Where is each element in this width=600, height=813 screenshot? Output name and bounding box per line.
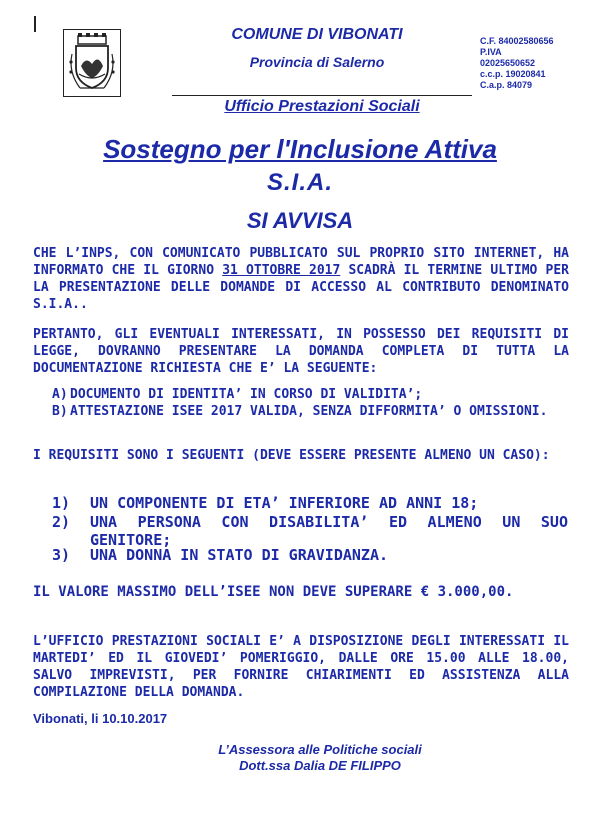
paragraph-documents-intro: PERTANTO, GLI EVENTUALI INTERESSATI, IN POSSESSO DEI REQUISITI DI LEGGE, DOVRANNO PRESENTARE LA DOMANDA COMPLETA DI TUTTA LA DOCUMENTAZIONE RICHIESTA CHE E’ LA SEGUENTE: — [33, 327, 569, 376]
document-text: DOCUMENTO DI IDENTITA’ IN CORSO DI VALIDITA’; — [70, 387, 423, 402]
list-marker: 1) — [52, 494, 71, 512]
fiscal-line: 02025650652 — [480, 58, 536, 68]
list-marker: A) — [52, 387, 68, 402]
notice-title: Sostegno per l'Inclusione Attiva — [103, 134, 497, 164]
requirement-text: UN COMPONENTE DI ETA’ INFERIORE AD ANNI 18; — [90, 494, 479, 512]
fiscal-line: c.c.p. 19020841 — [480, 69, 546, 79]
deadline-date: 31 OTTOBRE 2017 — [222, 263, 341, 278]
list-marker: 3) — [52, 546, 71, 564]
requirement-item — [52, 546, 568, 564]
office-name: Ufficio Prestazioni Sociali — [224, 98, 420, 115]
paragraph-inps-start: CHE L’INPS, CON COMUNICATO PUBBLICATO SUL PROPRIO SITO INTERNET, HA INFORMATO CHE IL GIORNO — [33, 246, 569, 278]
paragraph-requirements-intro: I REQUISITI SONO I SEGUENTI (DEVE ESSERE PRESENTE ALMENO UN CASO): — [33, 448, 550, 463]
list-marker: B) — [52, 404, 68, 419]
document-text: ATTESTAZIONE ISEE 2017 VALIDA, SENZA DIFFORMITA’ O OMISSIONI. — [70, 404, 548, 419]
requirement-item — [52, 513, 568, 549]
requirement-text: UNA PERSONA CON DISABILITA’ ED ALMENO UN SUO GENITORE; — [90, 513, 568, 549]
fiscal-info-block — [480, 36, 554, 91]
fiscal-line: C.a.p. 84079 — [480, 80, 533, 90]
signature-role: L’Assessora alle Politiche sociali — [218, 742, 422, 757]
municipal-crest-logo — [63, 29, 121, 97]
paragraph-inps — [33, 245, 569, 313]
paragraph-inps-end: SCADRÀ IL TERMINE ULTIMO PER LA PRESENTAZIONE DELLE DOMANDE DI ACCESSO AL CONTRIBUTO DENOMINATO S.I.A.. — [33, 263, 569, 312]
corner-mark — [34, 16, 36, 32]
header-divider — [172, 95, 472, 96]
list-marker: 2) — [52, 513, 71, 531]
municipality-name: COMUNE DI VIBONATI — [231, 26, 403, 43]
notice-heading: SI AVVISA — [246, 208, 354, 233]
fiscal-line: P.IVA — [480, 47, 502, 57]
requirement-text: UNA DONNA IN STATO DI GRAVIDANZA. — [90, 546, 389, 564]
document-item — [52, 386, 568, 403]
fiscal-line: C.F. 84002580656 — [480, 36, 554, 46]
crest-icon — [64, 30, 120, 96]
issue-date: Vibonati, li 10.10.2017 — [33, 711, 168, 726]
paragraph-office-hours: L’UFFICIO PRESTAZIONI SOCIALI E’ A DISPOSIZIONE DEGLI INTERESSATI IL MARTEDI’ ED IL GIOVEDI’ POMERIGGIO, DALLE ORE 15.00 ALLE 18.00, SALVO IMPREVISTI, PER FORNIRE CHIARIMENTI ED ASSISTENZA ALLA COMPILAZIONE DELLA DOMANDA. — [33, 634, 569, 700]
requirement-item — [52, 494, 568, 512]
notice-acronym: S.I.A. — [266, 169, 333, 196]
document-item — [52, 403, 568, 420]
isee-limit: IL VALORE MASSIMO DELL’ISEE NON DEVE SUPERARE € 3.000,00. — [33, 584, 514, 600]
signature-name: Dott.ssa Dalia DE FILIPPO — [239, 758, 401, 773]
province-name: Provincia di Salerno — [249, 54, 385, 70]
